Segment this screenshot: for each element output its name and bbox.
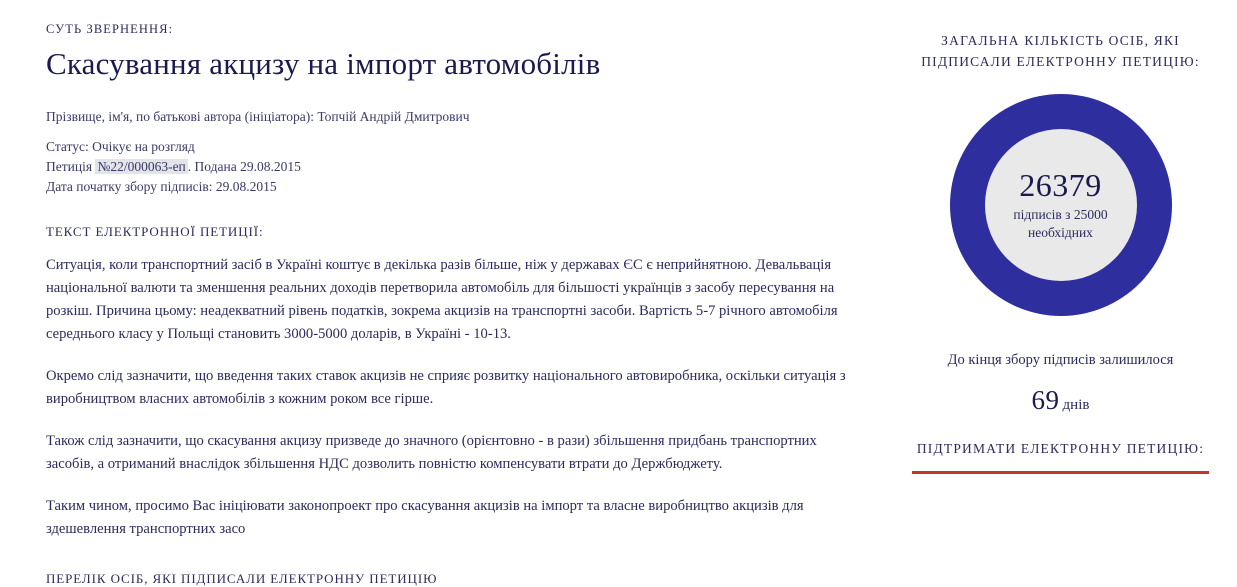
petition-number: №22/000063-еп bbox=[97, 159, 186, 174]
petition-number-row bbox=[46, 157, 860, 176]
donut-center bbox=[985, 129, 1137, 281]
petition-paragraph: Окремо слід зазначити, що введення таких ставок акцизів не сприяє розвитку національного автовиробника, оскільки ситуація з виробництвом власних автомобілів з кожним роком все гірше. bbox=[46, 368, 846, 407]
support-divider bbox=[912, 471, 1209, 474]
countdown-days-number: 69 bbox=[1031, 385, 1060, 415]
petition-start-date: Дата початку збору підписів: 29.08.2015 bbox=[46, 179, 277, 194]
petition-paragraph: Ситуація, коли транспортний засіб в Україні коштує в декілька разів більше, ніж у державах ЄС є неприйнятною. Девальвація національної валюти та зменшення реальних доходів перетворила автомобіль для більшості українців з засобу пересування на розкіш. Причина цьому: неадекватний рівень податків, зокрема акцизів на транспортні засоби. Вартість 5-7 річного автомобіля середнього класу у Польщі становить 3000-5000 доларів, в Україні - 10-13. bbox=[46, 257, 838, 342]
donut-ring bbox=[950, 94, 1172, 316]
petition-number-prefix: Петиція bbox=[46, 159, 96, 174]
countdown-label: До кінця збору підписів залишилося bbox=[947, 352, 1174, 368]
signature-count: 26379 bbox=[1019, 167, 1102, 203]
countdown-days bbox=[912, 385, 1209, 416]
petition-meta bbox=[46, 107, 860, 196]
support-petition-label: ПІДТРИМАТИ ЕЛЕКТРОННУ ПЕТИЦІЮ: bbox=[916, 441, 1205, 456]
petition-sidebar bbox=[900, 0, 1237, 567]
signature-count-heading: ЗАГАЛЬНА КІЛЬКІСТЬ ОСІБ, ЯКІ ПІДПИСАЛИ ЕЛЕКТРОННУ ПЕТИЦІЮ: bbox=[921, 33, 1200, 69]
petition-eyebrow-label: СУТЬ ЗВЕРНЕННЯ: bbox=[46, 22, 174, 36]
countdown-days-word: днів bbox=[1062, 397, 1090, 413]
petition-paragraph: Таким чином, просимо Вас ініціювати законопроект про скасування акцизів на імпорт та власне виробництво акцизів для здешевлення транспортних засо bbox=[46, 498, 804, 537]
petition-author: Прізвище, ім'я, по батькові автора (ініціатора): Топчій Андрій Дмитрович bbox=[46, 109, 470, 124]
signers-list-label: ПЕРЕЛІК ОСІБ, ЯКІ ПІДПИСАЛИ ЕЛЕКТРОННУ ПЕТИЦІЮ bbox=[46, 571, 438, 586]
petition-number-suffix: . Подана 29.08.2015 bbox=[187, 159, 301, 174]
petition-status: Статус: Очікує на розгляд bbox=[46, 139, 195, 154]
petition-text-label: ТЕКСТ ЕЛЕКТРОННОЇ ПЕТИЦІЇ: bbox=[46, 224, 264, 239]
petition-paragraph: Також слід зазначити, що скасування акцизу призведе до значного (орієнтовно - в рази) збільшення придбань транспортних засобів, а отриманий внаслідок збільшення НДС дозволить повністю компенсувати втрати до Держбюджету. bbox=[46, 433, 817, 472]
page-title: Скасування акцизу на імпорт автомобілів bbox=[46, 46, 601, 81]
petition-body bbox=[46, 254, 860, 541]
signature-count-sublabel: підписів з 25000 необхідних bbox=[1013, 207, 1108, 240]
signature-progress-chart bbox=[912, 94, 1209, 316]
